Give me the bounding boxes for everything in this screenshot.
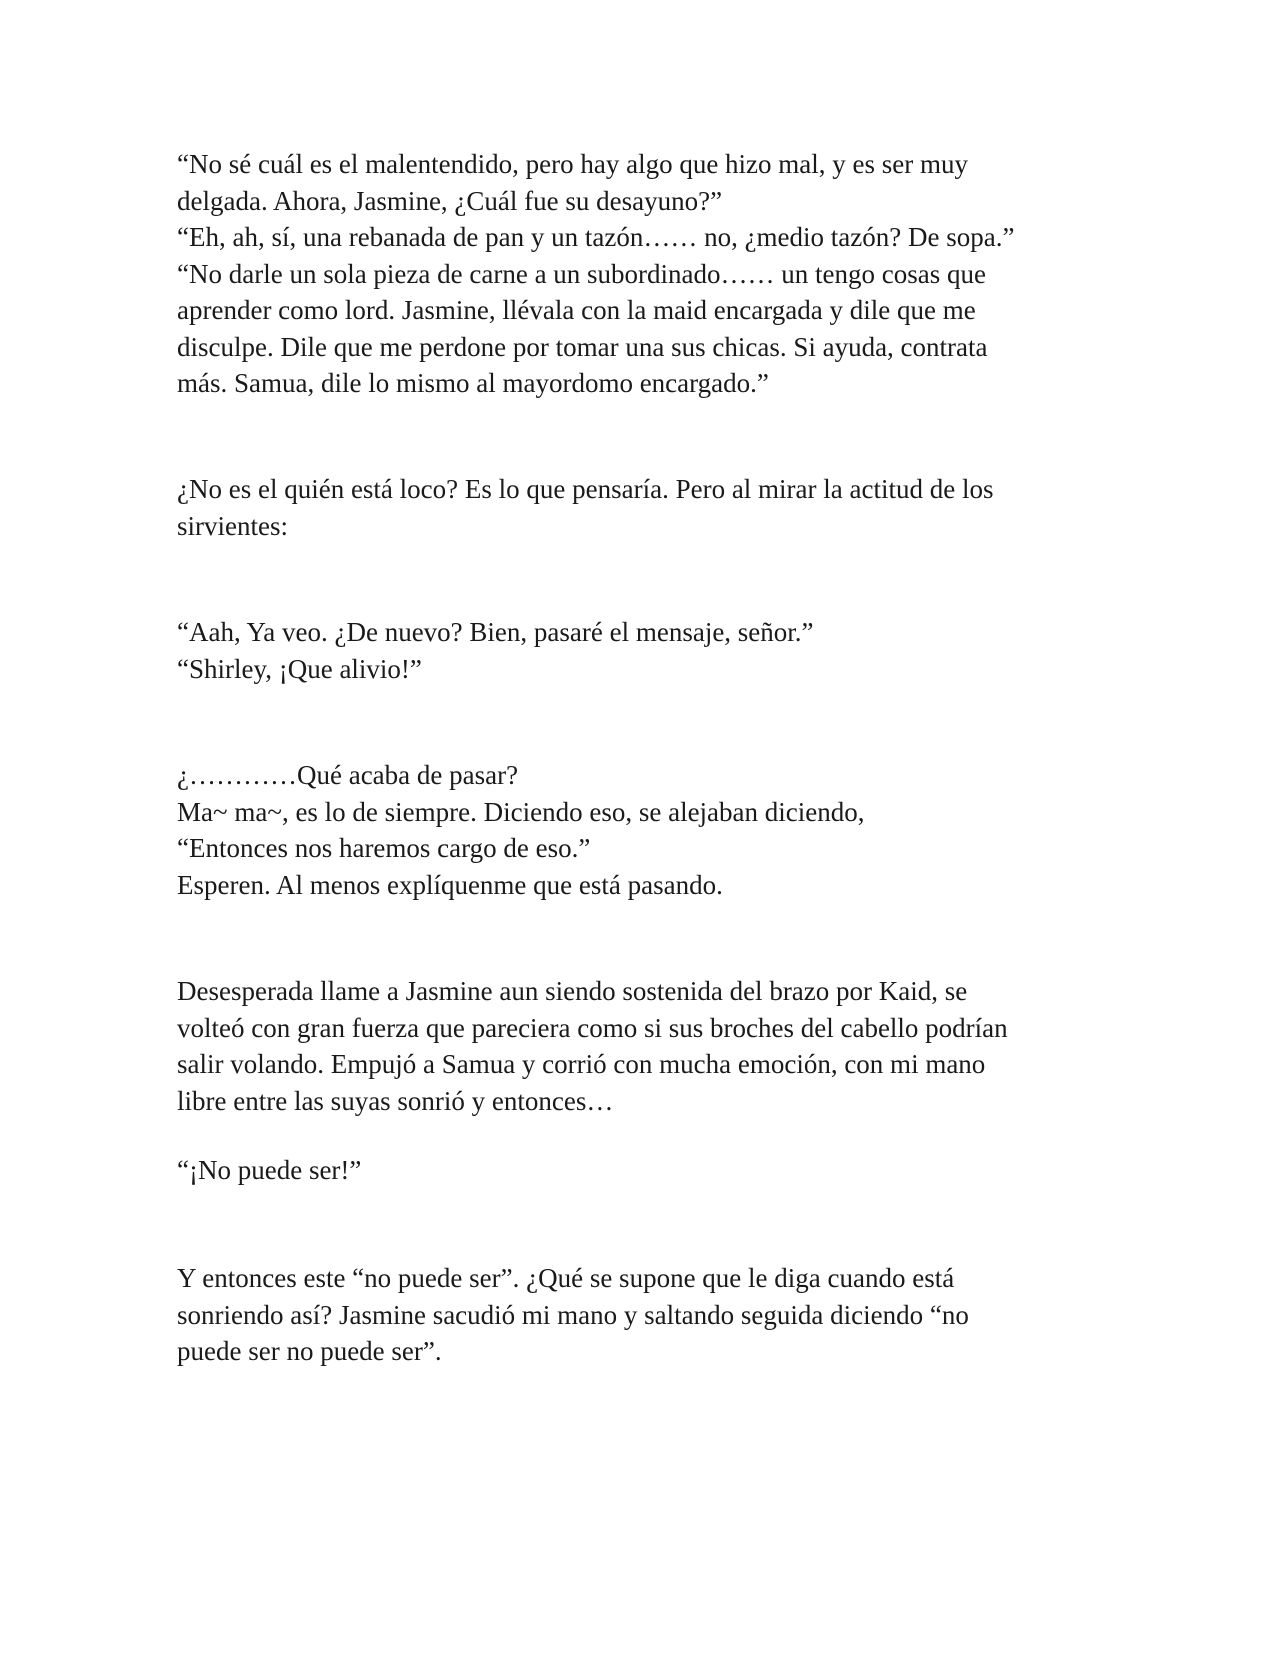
text-line: “No sé cuál es el malentendido, pero hay algo que hizo mal, y es ser muy	[177, 149, 969, 179]
paragraph-servants-reply	[177, 614, 1097, 687]
text-line: volteó con gran fuerza que pareciera como si sus broches del cabello podrían	[177, 1012, 1008, 1043]
text-line: sirvientes:	[177, 510, 288, 541]
paragraph-dialogue-breakfast	[177, 146, 1097, 402]
text-line: “Eh, ah, sí, una rebanada de pan y un tazón…… no, ¿medio tazón? De sopa.”	[177, 222, 1015, 252]
paragraph-narration-crazy	[177, 471, 1097, 544]
text-line: disculpe. Dile que me perdone por tomar una sus chicas. Si ayuda, contrata	[177, 331, 988, 362]
text-line: ¿…………Qué acaba de pasar?	[177, 760, 519, 790]
text-line: Y entonces este “no puede ser”. ¿Qué se supone que le diga cuando está	[177, 1263, 955, 1293]
text-line: “No darle un sola pieza de carne a un subordinado…… un tengo cosas que	[177, 258, 986, 289]
text-line: ¿No es el quién está loco? Es lo que pensaría. Pero al mirar la actitud de los	[177, 474, 994, 504]
paragraph-what-happened	[177, 757, 1097, 903]
text-line: salir volando. Empujó a Samua y corrió con mucha emoción, con mi mano	[177, 1049, 986, 1079]
text-line: más. Samua, dile lo mismo al mayordomo encargado.”	[177, 368, 769, 398]
text-line: “Shirley, ¡Que alivio!”	[177, 653, 422, 684]
text-line: libre entre las suyas sonrió y entonces…	[177, 1085, 614, 1116]
text-line: aprender como lord. Jasmine, llévala con la maid encargada y dile que me	[177, 295, 976, 325]
text-line: “Aah, Ya veo. ¿De nuevo? Bien, pasaré el mensaje, señor.”	[177, 617, 814, 647]
text-line: Desesperada llame a Jasmine aun siendo sostenida del brazo por Kaid, se	[177, 976, 968, 1006]
text-line: puede ser no puede ser”.	[177, 1336, 442, 1366]
text-line: “Entonces nos haremos cargo de eso.”	[177, 833, 591, 863]
text-line: “¡No puede ser!”	[177, 1155, 362, 1185]
paragraph-desperate-call	[177, 973, 1097, 1119]
text-line: delgada. Ahora, Jasmine, ¿Cuál fue su desayuno?”	[177, 185, 723, 216]
text-line: sonriendo así? Jasmine sacudió mi mano y saltando seguida diciendo “no	[177, 1299, 969, 1330]
text-line: Ma~ ma~, es lo de siempre. Diciendo eso, se alejaban diciendo,	[177, 796, 865, 827]
paragraph-exclamation	[177, 1152, 1097, 1189]
paragraph-closing	[177, 1260, 1097, 1370]
text-line: Esperen. Al menos explíquenme que está pasando.	[177, 869, 723, 900]
